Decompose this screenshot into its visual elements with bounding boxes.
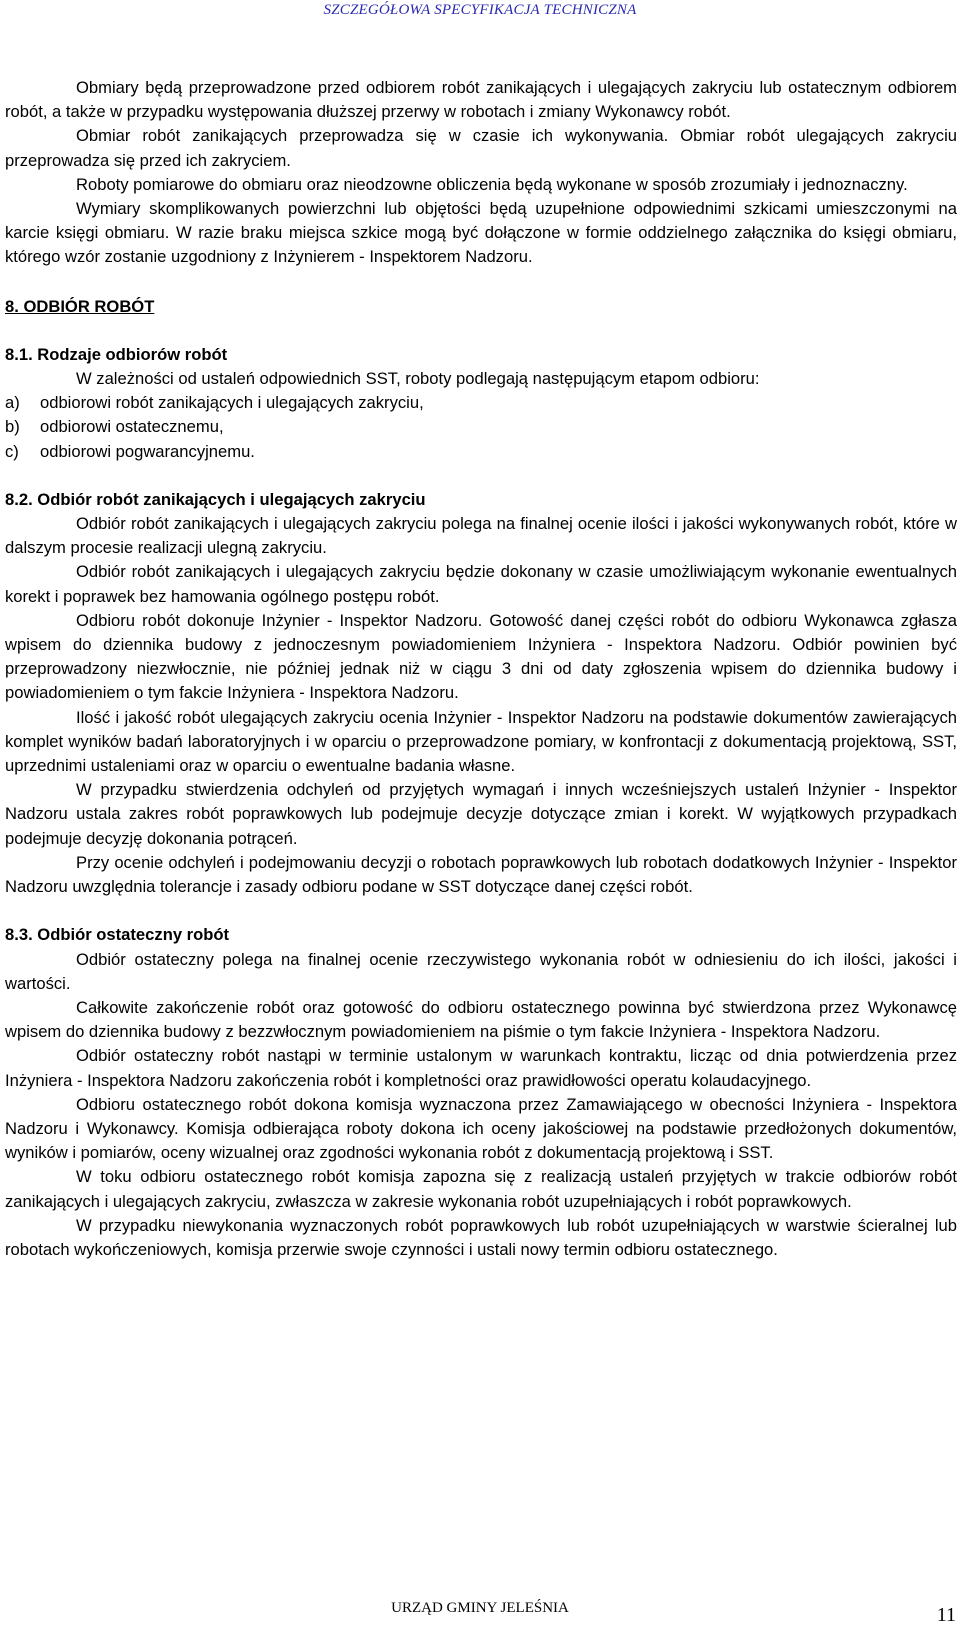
paragraph: Przy ocenie odchyleń i podejmowaniu decyzji o robotach poprawkowych lub robotach dodatkowych Inżynier - Inspektor Nadzoru uwzględnia tolerancje i zasady odbioru podane w SST dotyczące danej części robót. [5, 852, 957, 897]
paragraph: Obmiar robót zanikających przeprowadza się w czasie ich wykonywania. Obmiar robót ulegających zakryciu przeprowadza się przed ich zakryciem. [5, 126, 957, 170]
paragraph: Ilość i jakość robót ulegających zakryciu ocenia Inżynier - Inspektor Nadzoru na podstawie dokumentów zawierających komplet wyników badań laboratoryjnych i w oparciu o przeprowadzone pomiary, w konfrontacji z dokumentacją projektową, SST, uprzednimi ustaleniami oraz w oparciu o ewentualne badania własne. [5, 707, 957, 776]
paragraph: Odbiór robót zanikających i ulegających zakryciu będzie dokonany w czasie umożliwiającym wykonanie ewentualnych korekt i poprawek bez hamowania ogólnego postępu robót. [5, 562, 957, 606]
page-number: 11 [936, 1604, 956, 1626]
subsection-heading [5, 488, 957, 512]
list-label: b) [5, 417, 20, 437]
list-text: odbiorowi pogwarancyjnemu. [40, 441, 255, 461]
paragraph: W zależności od ustaleń odpowiednich SST, roboty podlegają następującym etapom odbioru: [76, 369, 760, 389]
subsection-heading [5, 923, 957, 947]
subsection-title: Rodzaje odbiorów robót [37, 344, 228, 364]
list-item [5, 391, 957, 415]
list-text: odbiorowi ostatecznemu, [40, 417, 224, 437]
paragraph: W przypadku niewykonania wyznaczonych robót poprawkowych lub robót uzupełniających w warstwie ścieralnej lub robotach wykończeniowych, komisja przerwie swoje czynności i ustali nowy termin odbioru ostatecznego. [5, 1215, 957, 1259]
subsection-number: 8.3. [5, 925, 38, 945]
list-item [5, 440, 957, 464]
list-item [5, 415, 957, 439]
paragraph: Odbiór ostateczny polega na finalnej ocenie rzeczywistego wykonania robót w odniesieniu do ich ilości, jakości i wartości. [5, 949, 957, 993]
subsection-number: 8.1. [5, 344, 38, 364]
paragraph: W toku odbioru ostatecznego robót komisja zapozna się z realizacją ustaleń przyjętych w trakcie odbiorów robót zanikających i ulegających zakryciu, zwłaszcza w zakresie wykonania robót uzupełniających i robót poprawkowych. [5, 1167, 957, 1211]
paragraph: Obmiary będą przeprowadzone przed odbiorem robót zanikających i ulegających zakryciu lub ostatecznym odbiorem robót, a także w przypadku występowania dłuższej przerwy w robotach i zmiany Wykonawcy robót. [5, 78, 957, 122]
paragraph: Wymiary skomplikowanych powierzchni lub objętości będą uzupełnione odpowiednimi szkicami umieszczonymi na karcie księgi obmiaru. W razie braku miejsca szkice mogą być dołączone w formie oddzielnego załącznika do księgi obmiaru, którego wzór zostanie uzgodniony z Inżynierem - Inspektorem Nadzoru. [5, 199, 957, 267]
page-header: SZCZEGÓŁOWA SPECYFIKACJA TECHNICZNA [323, 2, 637, 18]
subsection-heading [5, 343, 957, 367]
stage-list [5, 391, 957, 464]
paragraph: W przypadku stwierdzenia odchyleń od przyjętych wymagań i innych wcześniejszych ustaleń Inżynier - Inspektor Nadzoru ustala zakres robót poprawkowych lub podejmuje decyzje dotyczące zmian i korekt. W wyjątkowych przypadkach podejmuje decyzję dokonania potrąceń. [5, 780, 957, 848]
document-body [5, 76, 957, 1262]
subsection-number: 8.2. [5, 489, 38, 509]
paragraph: Odbiór robót zanikających i ulegających zakryciu polega na finalnej ocenie ilości i jakości wykonywanych robót, które w dalszym procesie realizacji ulegną zakryciu. [5, 514, 957, 558]
paragraph: Całkowite zakończenie robót oraz gotowość do odbioru ostatecznego powinna być stwierdzona przez Wykonawcę wpisem do dziennika budowy z bezzwłocznym powiadomieniem na piśmie o tym fakcie Inżyniera - Inspektora Nadzoru. [5, 997, 957, 1042]
section-heading: 8. ODBIÓR ROBÓT [5, 296, 155, 316]
subsection-title: Odbiór robót zanikających i ulegających zakryciu [37, 489, 426, 509]
page-footer: URZĄD GMINY JELEŚNIA [391, 1600, 569, 1616]
paragraph: Odbioru ostatecznego robót dokona komisja wyznaczona przez Zamawiającego w obecności Inżyniera - Inspektora Nadzoru i Wykonawcy. Komisja odbierająca roboty dokona ich oceny jakościowej na podstawie przedłożonych dokumentów, wyników i pomiarów, oceny wizualnej oraz zgodności wykonania robót z dokumentacją projektową i SST. [5, 1094, 957, 1163]
subsection-title: Odbiór ostateczny robót [37, 925, 230, 945]
paragraph: Odbiór ostateczny robót nastąpi w terminie ustalonym w warunkach kontraktu, licząc od dnia potwierdzenia przez Inżyniera - Inspektora Nadzoru zakończenia robót i kompletności oraz prawidłowości operatu kolaudacyjnego. [5, 1046, 957, 1090]
paragraph: Odbioru robót dokonuje Inżynier - Inspektor Nadzoru. Gotowość danej części robót do odbioru Wykonawca zgłasza wpisem do dziennika budowy z jednoczesnym powiadomieniem Inżyniera - Inspektora Nadzoru. Odbiór powinien być przeprowadzony niezwłocznie, nie później jednak niż w ciągu 3 dni od daty zgłoszenia wpisem do dziennika budowy i powiadomieniem o tym fakcie Inżyniera - Inspektora Nadzoru. [5, 610, 957, 703]
list-label: a) [5, 393, 20, 413]
list-text: odbiorowi robót zanikających i ulegających zakryciu, [40, 393, 424, 413]
paragraph: Roboty pomiarowe do obmiaru oraz nieodzowne obliczenia będą wykonane w sposób zrozumiały i jednoznaczny. [76, 174, 908, 194]
list-label: c) [5, 441, 19, 461]
